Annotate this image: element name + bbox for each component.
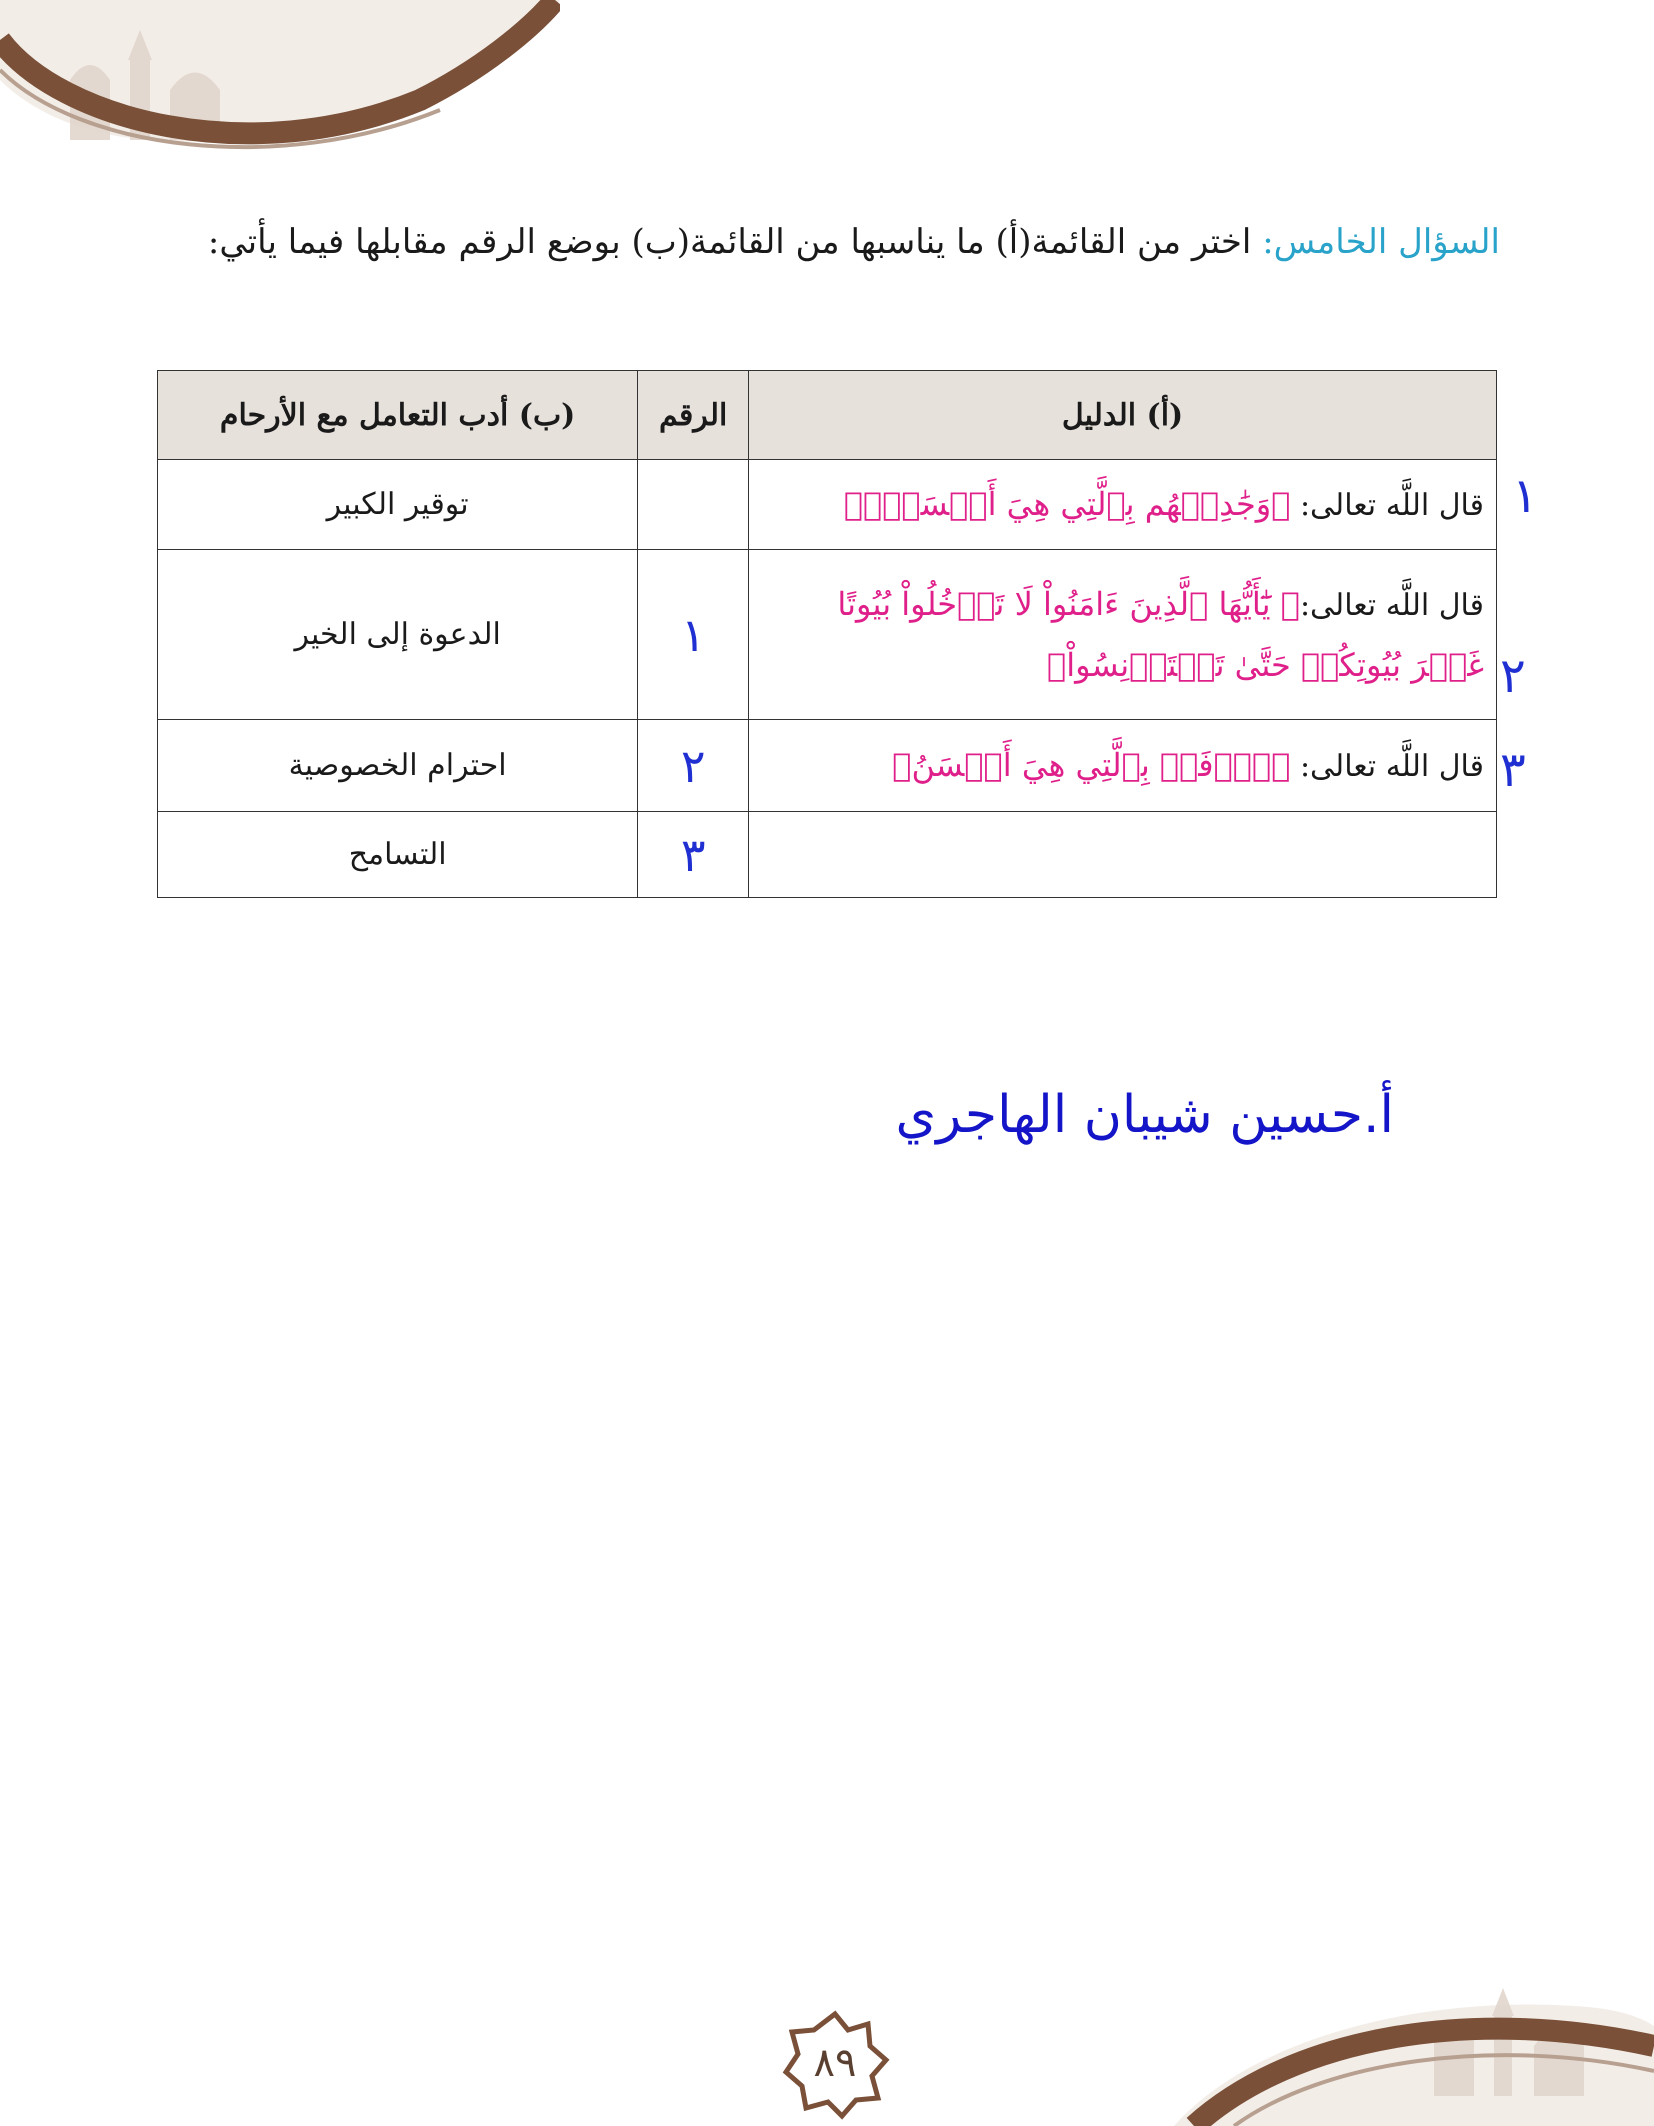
adab-cell: احترام الخصوصية bbox=[158, 720, 638, 812]
table-row bbox=[158, 720, 1497, 812]
adab-cell: الدعوة إلى الخير bbox=[158, 550, 638, 720]
question-body: اختر من القائمة(أ) ما يناسبها من القائمة(ب) بوضع الرقم مقابلها فيما يأتي: bbox=[207, 222, 1263, 262]
row-number: ١ bbox=[1512, 468, 1538, 524]
dalil-cell bbox=[749, 460, 1497, 550]
row-number: ٣ bbox=[1500, 742, 1526, 798]
adab-cell: توقير الكبير bbox=[158, 460, 638, 550]
number-cell[interactable]: ٣ bbox=[638, 812, 749, 898]
question-label: السؤال الخامس: bbox=[1262, 222, 1500, 262]
dalil-prefix: قال اللَّه تعالى: bbox=[1299, 587, 1484, 623]
top-left-ornament bbox=[0, 0, 560, 160]
verse-text: ﴿ يَٰٓأَيُّهَا ٱلَّذِينَ ءَامَنُواْ لَا تَدۡخُلُواْ بُيُوتًا غَيۡرَ بُيُوتِكُمۡ حَتَّىٰ تَسۡتَأۡنِسُواْ﴾ bbox=[837, 584, 1484, 684]
number-cell[interactable] bbox=[638, 460, 749, 550]
row-number: ٢ bbox=[1500, 648, 1526, 704]
page-number: ٨٩ bbox=[813, 2040, 857, 2086]
adab-cell: التسامح bbox=[158, 812, 638, 898]
dalil-cell bbox=[749, 550, 1497, 720]
table-row bbox=[158, 460, 1497, 550]
dalil-cell bbox=[749, 720, 1497, 812]
number-cell[interactable]: ١ bbox=[638, 550, 749, 720]
dalil-prefix: قال اللَّه تعالى: bbox=[1290, 749, 1484, 785]
dalil-prefix: قال اللَّه تعالى: bbox=[1290, 488, 1484, 524]
header-adab: (ب) أدب التعامل مع الأرحام bbox=[158, 371, 638, 460]
table-row bbox=[158, 812, 1497, 898]
author-name: أ.حسين شيبان الهاجري bbox=[895, 1085, 1394, 1145]
table-row bbox=[158, 550, 1497, 720]
header-number: الرقم bbox=[638, 371, 749, 460]
matching-table bbox=[157, 370, 1497, 898]
header-dalil: (أ) الدليل bbox=[749, 371, 1497, 460]
number-cell[interactable]: ٢ bbox=[638, 720, 749, 812]
dalil-cell bbox=[749, 812, 1497, 898]
verse-text: ﴿ٱدۡفَعۡ بِٱلَّتِي هِيَ أَحۡسَنُ﴾ bbox=[892, 746, 1291, 785]
table-header-row bbox=[158, 371, 1497, 460]
bottom-right-ornament bbox=[1174, 1966, 1654, 2126]
question-text bbox=[150, 188, 1500, 296]
verse-text: ﴿وَجَٰدِلۡهُم بِٱلَّتِي هِيَ أَحۡسَنُۚ﴾ bbox=[843, 485, 1291, 524]
